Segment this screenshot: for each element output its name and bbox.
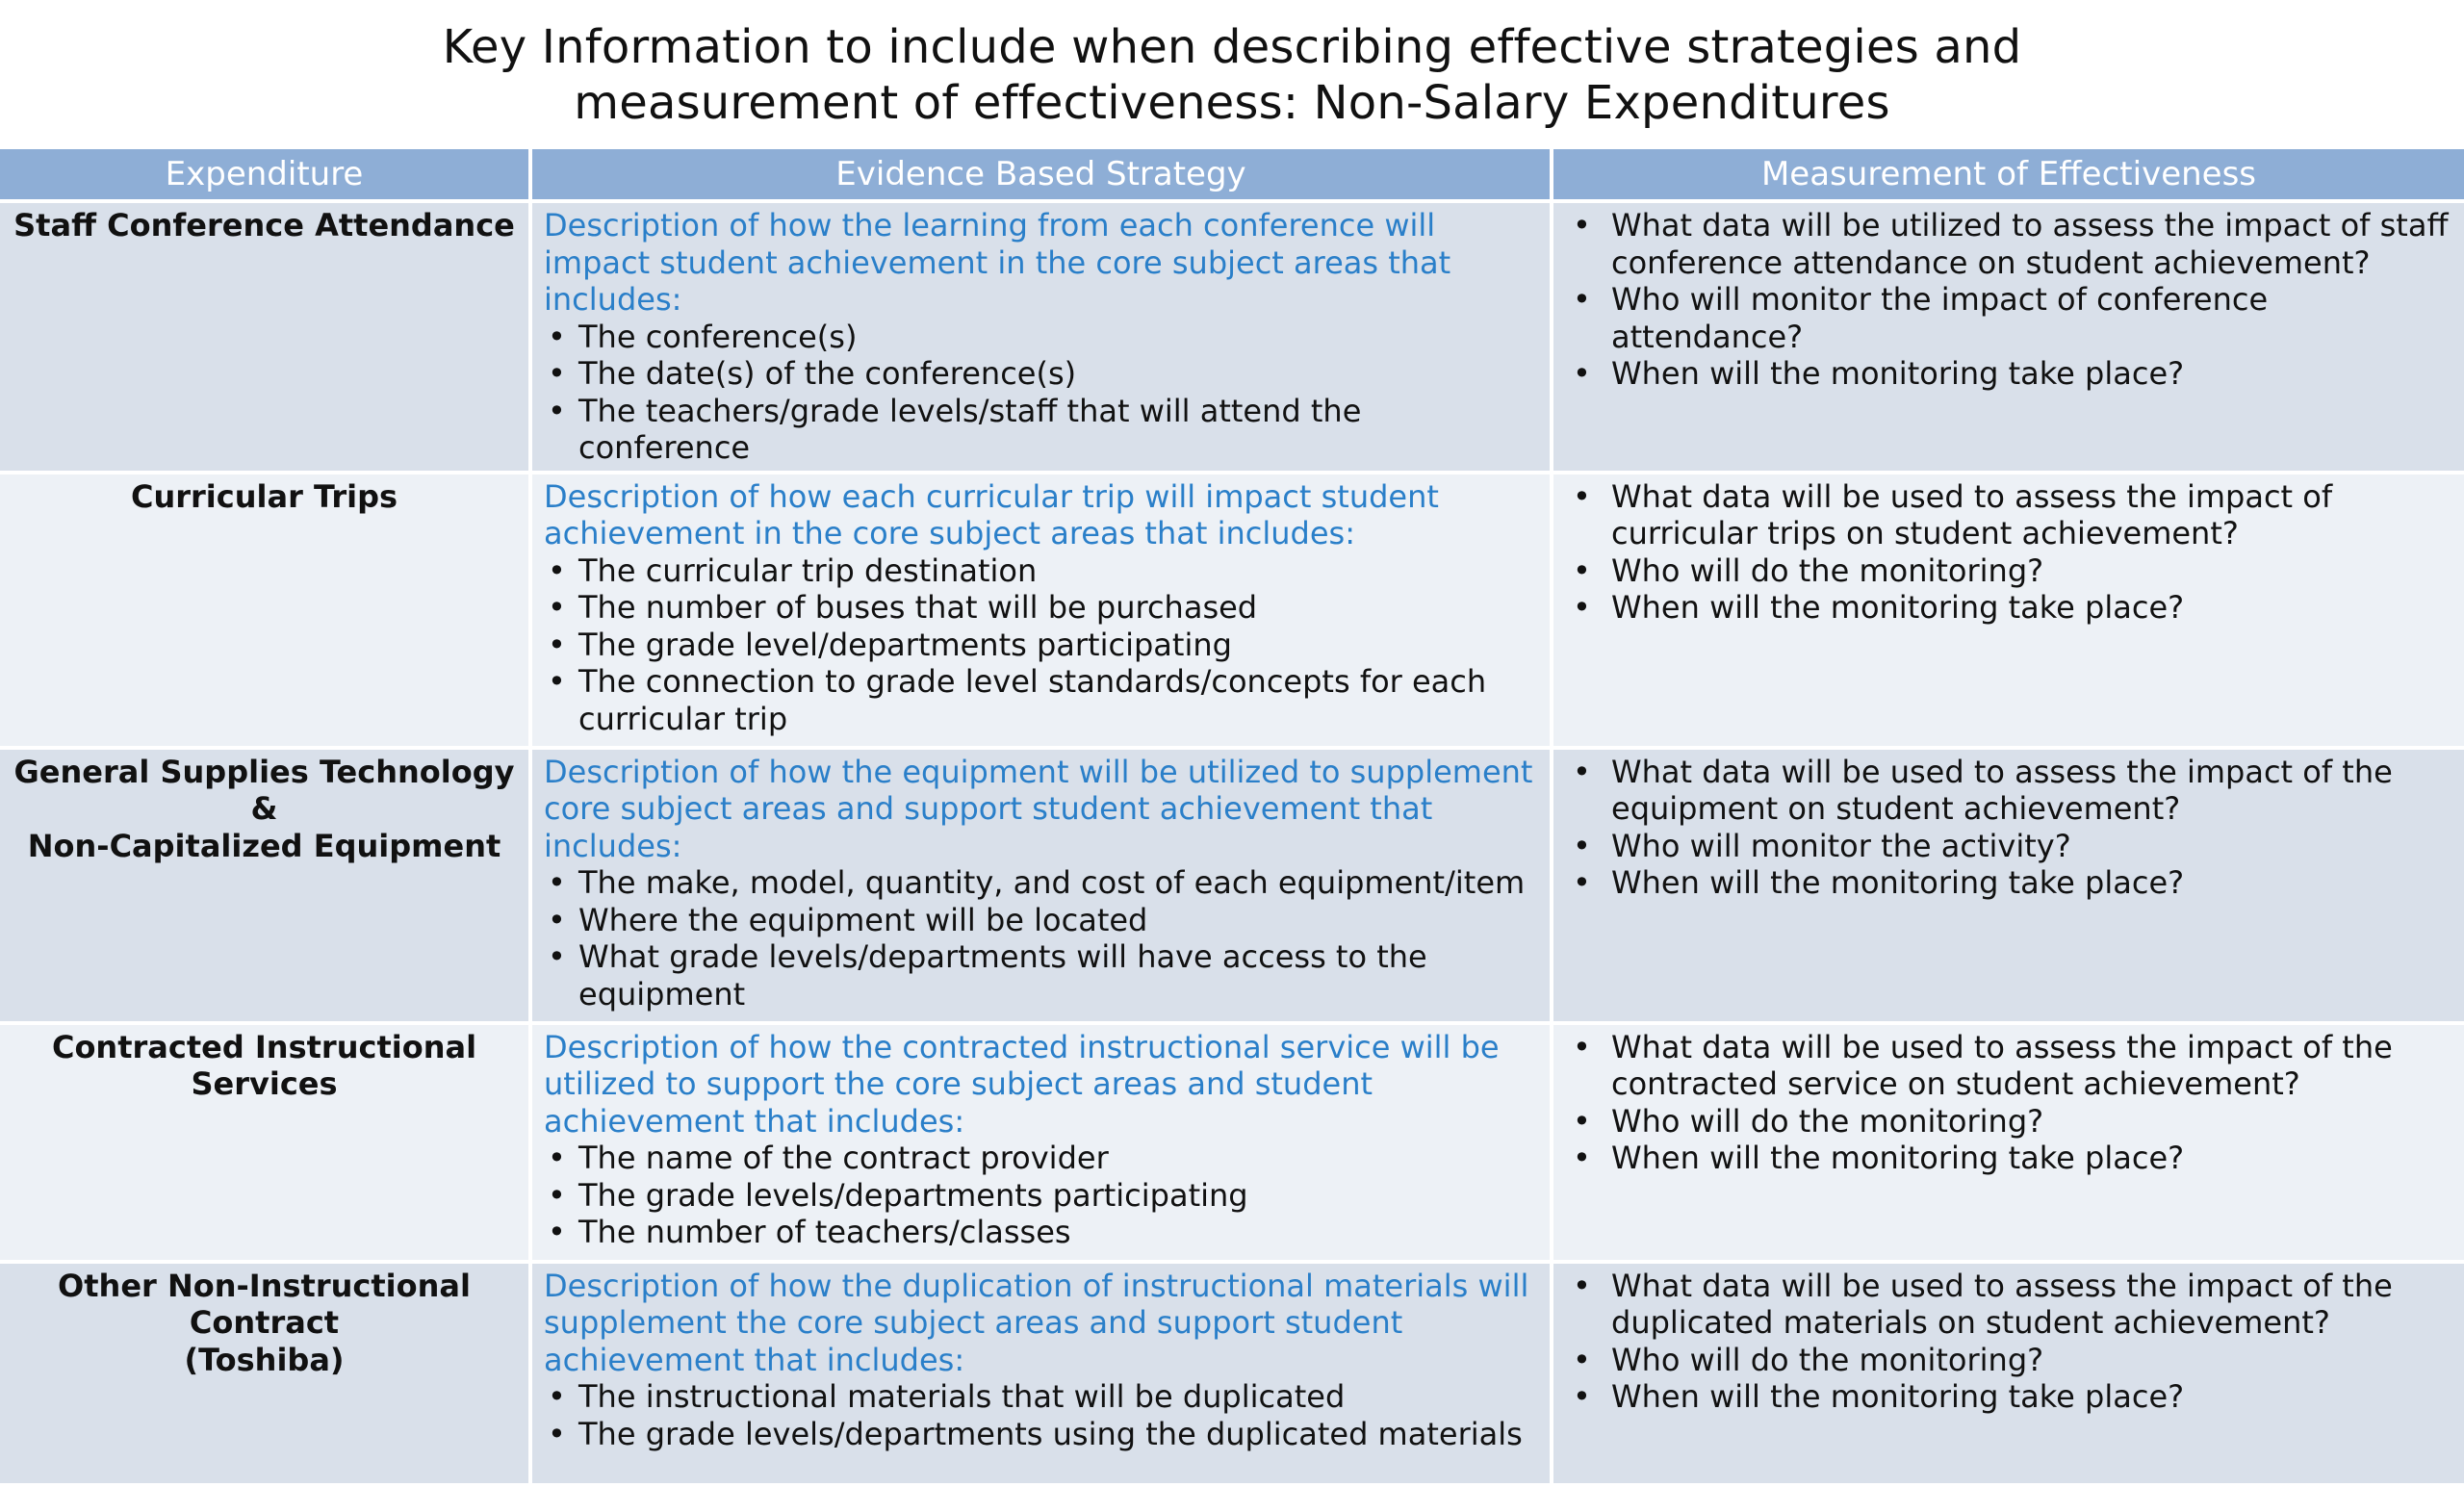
expenditure-label: Contracted Instructional Services (51, 1028, 477, 1102)
measurement-item: • When will the monitoring take place? (1565, 355, 2452, 393)
measurement-item: • What data will be used to assess the impact of the equipment on student achievement? (1565, 754, 2452, 828)
strategy-item: • What grade levels/departments will have access to the equipment (544, 938, 1538, 1013)
expenditure-label: (Toshiba) (184, 1341, 345, 1378)
measurement-item: • Who will do the monitoring? (1565, 1342, 2452, 1379)
header-measurement: Measurement of Effectiveness (1552, 149, 2464, 201)
strategy-item: • The grade level/departments participating (544, 627, 1538, 664)
measurement-item: • Who will do the monitoring? (1565, 1103, 2452, 1141)
measurement-cell (1552, 748, 2464, 1023)
strategy-list (544, 319, 1538, 467)
measurement-list (1565, 1029, 2452, 1177)
measurement-list (1565, 754, 2452, 902)
strategy-item: • The number of buses that will be purchased (544, 589, 1538, 627)
strategy-item: • Where the equipment will be located (544, 902, 1538, 939)
strategy-list (544, 552, 1538, 738)
strategy-cell (530, 473, 1552, 748)
expenditure-label: & (250, 790, 278, 827)
strategy-item: • The date(s) of the conference(s) (544, 355, 1538, 393)
expenditure-cell (0, 1023, 530, 1262)
measurement-list (1565, 1268, 2452, 1416)
expenditure-cell (0, 1262, 530, 1485)
strategy-item: • The name of the contract provider (544, 1140, 1538, 1177)
table-row (0, 201, 2464, 473)
page-title-line-1: Key Information to include when describing effective strategies and (442, 20, 2022, 74)
strategy-description: Description of how the duplication of instructional materials will supplement the core subject areas and support student achievement that includes: (544, 1267, 1529, 1378)
expenditure-cell (0, 473, 530, 748)
measurement-cell (1552, 473, 2464, 748)
strategy-item: • The grade levels/departments using the duplicated materials (544, 1416, 1538, 1453)
strategy-list (544, 1140, 1538, 1251)
table-row (0, 1262, 2464, 1485)
measurement-item: • When will the monitoring take place? (1565, 589, 2452, 627)
strategy-list (544, 1378, 1538, 1452)
measurement-cell (1552, 1262, 2464, 1485)
strategy-cell (530, 201, 1552, 473)
measurement-list (1565, 478, 2452, 627)
strategy-item: • The instructional materials that will be duplicated (544, 1378, 1538, 1416)
strategy-item: • The make, model, quantity, and cost of each equipment/item (544, 864, 1538, 902)
expenditure-label: Other Non-Instructional Contract (58, 1267, 471, 1341)
strategy-item: • The grade levels/departments participating (544, 1177, 1538, 1215)
strategy-item: • The conference(s) (544, 319, 1538, 356)
strategy-item: • The curricular trip destination (544, 552, 1538, 590)
strategy-item: • The teachers/grade levels/staff that will attend the conference (544, 393, 1538, 467)
measurement-item: • When will the monitoring take place? (1565, 864, 2452, 902)
strategy-cell (530, 1023, 1552, 1262)
expenditure-cell (0, 748, 530, 1023)
strategy-cell (530, 748, 1552, 1023)
expenditure-label: Curricular Trips (130, 477, 398, 515)
strategy-item: • The connection to grade level standards/concepts for each curricular trip (544, 663, 1538, 737)
measurement-item: • Who will monitor the activity? (1565, 828, 2452, 865)
expenditure-table (0, 149, 2464, 1487)
strategy-cell (530, 1262, 1552, 1485)
measurement-cell (1552, 1023, 2464, 1262)
strategy-item: • The number of teachers/classes (544, 1214, 1538, 1251)
strategy-list (544, 864, 1538, 1013)
page-title-line-2: measurement of effectiveness: Non-Salary Expenditures (574, 76, 1890, 130)
strategy-description: Description of how the equipment will be utilized to supplement core subject areas and support student achievement that includes: (544, 753, 1533, 864)
strategy-description: Description of how each curricular trip will impact student achievement in the core subject areas that includes: (544, 477, 1439, 551)
measurement-item: • What data will be used to assess the impact of the duplicated materials on student achievement? (1565, 1268, 2452, 1342)
measurement-item: • Who will monitor the impact of conference attendance? (1565, 281, 2452, 355)
table-row (0, 473, 2464, 748)
table-body (0, 201, 2464, 1485)
measurement-item: • What data will be used to assess the impact of curricular trips on student achievement? (1565, 478, 2452, 552)
expenditure-label: Non-Capitalized Equipment (27, 827, 501, 864)
header-strategy: Evidence Based Strategy (530, 149, 1552, 201)
measurement-item: • Who will do the monitoring? (1565, 552, 2452, 590)
measurement-list (1565, 207, 2452, 393)
page-title (0, 19, 2464, 131)
measurement-item: • When will the monitoring take place? (1565, 1140, 2452, 1177)
measurement-cell (1552, 201, 2464, 473)
table-row (0, 1023, 2464, 1262)
measurement-item: • What data will be used to assess the impact of the contracted service on student achievement? (1565, 1029, 2452, 1103)
measurement-item: • What data will be utilized to assess the impact of staff conference attendance on student achievement? (1565, 207, 2452, 281)
strategy-description: Description of how the learning from each conference will impact student achievement in the core subject areas that includes: (544, 207, 1451, 318)
measurement-item: • When will the monitoring take place? (1565, 1378, 2452, 1416)
strategy-description: Description of how the contracted instructional service will be utilized to support the core subject areas and student achievement that includes: (544, 1028, 1500, 1140)
expenditure-cell (0, 201, 530, 473)
expenditure-label: Staff Conference Attendance (13, 207, 515, 244)
table-header-row (0, 149, 2464, 201)
table-row (0, 748, 2464, 1023)
expenditure-label: General Supplies Technology (13, 753, 515, 790)
header-expenditure: Expenditure (0, 149, 530, 201)
